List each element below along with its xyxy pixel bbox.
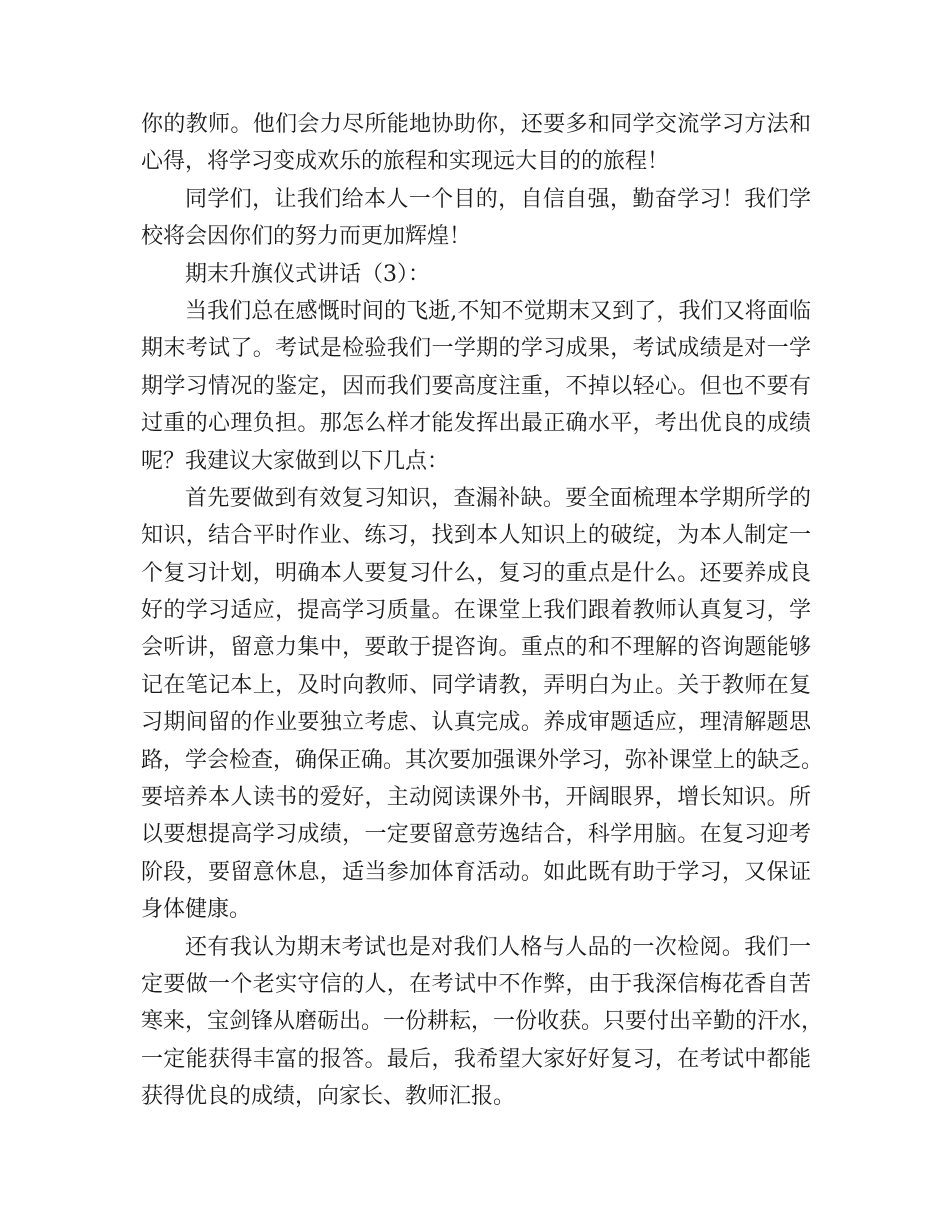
text-line: 身体健康。 [141, 897, 252, 923]
text-line: 心得，将学习变成欢乐的旅程和实现远大目的的旅程！ [141, 149, 670, 175]
text-line: 路，学会检查，确保正确。其次要加强课外学习，弥补课堂上的缺乏。 [141, 747, 824, 773]
text-line: 还有我认为期末考试也是对我们人格与人品的一次检阅。我们一 [185, 934, 811, 960]
text-line: 过重的心理负担。那怎么样才能发挥出最正确水平，考出优良的成绩 [141, 411, 811, 437]
text-line: 一定能获得丰富的报答。最后，我希望大家好好复习，在考试中都能 [141, 1046, 811, 1072]
text-line: 记在笔记本上，及时向教师、同学请教，弄明白为止。关于教师在复 [141, 672, 811, 698]
text-line: 个复习计划，明确本人要复习什么，复习的重点是什么。还要养成良 [141, 560, 811, 586]
text-line: 呢？我建议大家做到以下几点： [141, 448, 450, 474]
text-line: 定要做一个老实守信的人，在考试中不作弊，由于我深信梅花香自苦 [141, 971, 811, 997]
text-line: 当我们总在感慨时间的飞逝,不知不觉期末又到了，我们又将面临 [185, 298, 811, 324]
text-line: 寒来，宝剑锋从磨砺出。一份耕耘，一份收获。只要付出辛勤的汗水， [141, 1009, 824, 1035]
text-line: 以要想提高学习成绩，一定要留意劳逸结合，科学用脑。在复习迎考 [141, 822, 811, 848]
text-line: 知识，结合平时作业、练习，找到本人知识上的破绽，为本人制定一 [141, 523, 811, 549]
text-line: 好的学习适应，提高学习质量。在课堂上我们跟着教师认真复习，学 [141, 598, 811, 624]
document-body [141, 106, 824, 1116]
text-line: 期末升旗仪式讲话（3）： [185, 261, 430, 287]
text-line: 期末考试了。考试是检验我们一学期的学习成果，考试成绩是对一学 [141, 336, 811, 362]
text-line: 阶段，要留意休息，适当参加体育活动。如此既有助于学习，又保证 [141, 859, 811, 885]
text-line: 首先要做到有效复习知识，查漏补缺。要全面梳理本学期所学的 [185, 485, 811, 511]
text-line: 你的教师。他们会力尽所能地协助你，还要多和同学交流学习方法和 [141, 112, 811, 137]
text-line: 会听讲，留意力集中，要敢于提咨询。重点的和不理解的咨询题能够 [141, 635, 811, 661]
text-line: 同学们，让我们给本人一个目的，自信自强，勤奋学习！我们学 [185, 186, 811, 212]
text-line: 校将会因你们的努力而更加辉煌！ [141, 224, 472, 250]
text-line: 要培养本人读书的爱好，主动阅读课外书，开阔眼界，增长知识。所 [141, 785, 811, 811]
text-line: 获得优良的成绩，向家长、教师汇报。 [141, 1084, 516, 1110]
text-line: 期学习情况的鉴定，因而我们要高度注重，不掉以轻心。但也不要有 [141, 373, 811, 399]
text-line: 习期间留的作业要独立考虑、认真完成。养成审题适应，理清解题思 [141, 710, 811, 736]
